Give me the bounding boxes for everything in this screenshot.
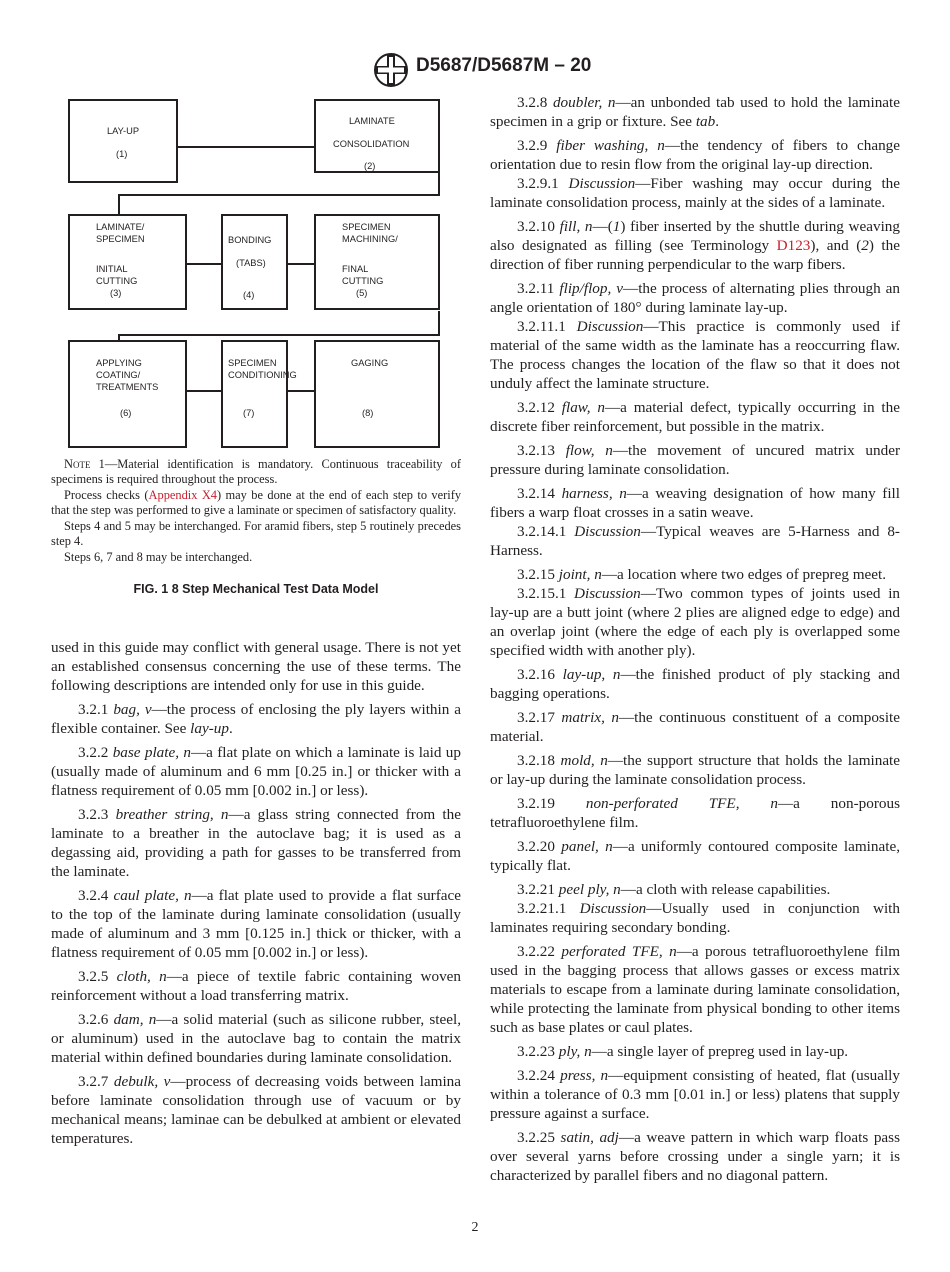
figure-caption: FIG. 1 8 Step Mechanical Test Data Model [133,582,379,596]
step-label: CONDITIONING [228,370,297,380]
connector-4-5 [286,263,316,265]
left-column [51,638,461,1153]
step-label: FINAL [342,264,369,274]
definition-caul-plate: 3.2.4 caul plate, n—a flat plate used to provide a flat surface to the top of the laminate during laminate consolidation (usually made of aluminum and 3 mm [0.125 in.] thick or thicker, with a flatness requirement of 0.05 mm [0.002 in.] or less). [51,887,462,961]
step-box-specimen-machining [314,214,440,310]
step-label: CUTTING [96,276,138,286]
step-box-lay-up [68,99,178,183]
discussion-fiber-washing: 3.2.9.1 Discussion—Fiber washing may occur during the laminate consolidation process, mainly at the sides of a laminate. [490,175,901,211]
discussion-harness: 3.2.14.1 Discussion—Typical weaves are 5-Harness and 8-Harness. [490,523,900,559]
connector-5-6-horizontal [118,334,440,336]
step-box-initial-cutting [68,214,187,310]
definition-base-plate: 3.2.2 base plate, n—a flat plate on which a laminate is laid up (usually made of aluminum and 6 mm [0.25 in.] or thicker with a flatness requirement of 0.05 mm [0.002 in.] or less). [51,744,461,799]
step-number: (7) [243,408,255,418]
step-number: (2) [364,161,376,171]
step-label: GAGING [351,358,389,368]
discussion-peel-ply: 3.2.21.1 Discussion—Usually used in conjunction with laminates requiring secondary bonding. [490,900,900,936]
definition-ply: 3.2.23 ply, n—a single layer of prepreg used in lay-up. [517,1043,849,1060]
step-box-applying-coating [68,340,187,448]
step-number: (8) [362,408,374,418]
connector-2-3-drop [118,194,120,216]
definition-bag: 3.2.1 bag, v—the process of enclosing the ply layers within a flexible container. See lay-up. [51,701,461,737]
d123-link[interactable]: D123 [776,237,811,254]
step-number: (3) [110,288,122,298]
step-label: SPECIMEN [228,358,277,368]
step-label: INITIAL [96,264,128,274]
definition-harness: 3.2.14 harness, n—a weaving designation of how many fill fibers a warp float crosses in a satin weave. [490,485,900,521]
note-steps-6-8: Steps 6, 7 and 8 may be interchanged. [64,550,253,564]
document-id: D5687/D5687M – 20 [416,55,592,76]
step-label: MACHINING/ [342,234,398,244]
connector-3-4 [186,263,223,265]
step-label: CONSOLIDATION [333,139,410,149]
connector-5-down [438,311,440,336]
step-number: (4) [243,290,255,300]
definition-non-perforated-tfe: 3.2.19 non-perforated TFE, n—a non-porous tetrafluoroethylene film. [490,795,900,831]
discussion-joint: 3.2.15.1 Discussion—Two common types of joints used in lay-up are a butt joint (where 2 plies are aligned edge to edge) and an overlap joint (where the edge of each ply is overlapped some specified width with another ply). [490,585,901,659]
definition-perforated-tfe: 3.2.22 perforated TFE, n—a porous tetrafluoroethylene film used in the bagging process that allows gasses or excess matrix materials to escape from a laminate during laminate consolidation, while protecting the laminate from physical bonding to other items such as base plates or caul plates. [490,943,901,1036]
page-number: 2 [471,1220,479,1235]
appendix-x4-link[interactable]: Appendix X4 [148,488,217,502]
definition-doubler: 3.2.8 doubler, n—an unbonded tab used to hold the laminate specimen in a grip or fixture. See tab. [490,94,900,130]
step-label: BONDING [228,235,272,245]
step-label: LAMINATE/ [96,222,145,232]
astm-logo-icon [372,52,410,88]
step-box-specimen-conditioning [221,340,297,448]
step-label: SPECIMEN [96,234,145,244]
step-label: CUTTING [342,276,384,286]
definition-matrix: 3.2.17 matrix, n—the continuous constituent of a composite material. [490,709,901,745]
definition-peel-ply: 3.2.21 peel ply, n—a cloth with release capabilities. [517,881,831,898]
definition-panel: 3.2.20 panel, n—a uniformly contoured composite laminate, typically flat. [490,838,900,874]
connector-7-8 [286,390,316,392]
step-label: TREATMENTS [96,382,159,392]
note-label: Note 1 [64,457,105,471]
step-number: (5) [356,288,368,298]
connector-1-2 [176,146,316,148]
definition-cloth: 3.2.5 cloth, n—a piece of textile fabric containing woven reinforcement without a load transferring matrix. [51,968,461,1004]
definition-lay-up: 3.2.16 lay-up, n—the finished product of ply stacking and bagging operations. [490,666,900,702]
step-label: LAY-UP [107,126,140,136]
definition-flow: 3.2.13 flow, n—the movement of uncured matrix under pressure during laminate consolidation. [490,442,900,478]
connector-2-down [438,172,440,196]
step-label: SPECIMEN [342,222,391,232]
step-box-laminate-consolidation [314,99,440,173]
discussion-flip-flop: 3.2.11.1 Discussion—This practice is commonly used if material of the same width as the laminate has a reoccurring flaw. The process changes the location of the flaw so that it does not unduly affect the laminate structure. [490,318,901,392]
definition-breather-string: 3.2.3 breather string, n—a glass string connected from the laminate to a breather in the autoclave bag; it is used as a degassing aid, providing a path for gasses to be transferred from the laminate. [51,806,461,880]
definition-debulk: 3.2.7 debulk, v—process of decreasing voids between lamina before laminate consolidation through use of vacuum or by mechanical means; laminae can be debulked at ambient or elevated temperatures. [51,1073,462,1147]
definition-dam: 3.2.6 dam, n—a solid material (such as silicone rubber, steel, or aluminum) used in the autoclave bag to contain the matrix material within defined boundaries during laminate consolidation. [51,1011,462,1066]
process-flow-diagram [66,97,446,457]
connector-6-7 [186,390,223,392]
connector-2-3-horizontal [118,194,440,196]
definition-joint: 3.2.15 joint, n—a location where two edges of prepreg meet. [517,566,887,583]
step-number: (6) [120,408,132,418]
figure-notes [51,457,461,566]
step-label: APPLYING [96,358,142,368]
definition-mold: 3.2.18 mold, n—the support structure that holds the laminate or lay-up during the laminate consolidation process. [490,752,901,788]
definition-flaw: 3.2.12 flaw, n—a material defect, typically occurring in the discrete fiber reinforcement, but possible in the matrix. [490,399,900,435]
step-number: (1) [116,149,128,159]
step-label: (TABS) [236,258,266,268]
step-label: LAMINATE [349,116,395,126]
page-header [0,52,950,88]
definition-fill: 3.2.10 fill, n—(1) fiber inserted by the shuttle during weaving also designated as filling (see Terminology D123), and (2) the direction of fiber running perpendicular to the warp fibers. [490,218,900,273]
step-box-gaging [314,340,440,448]
definition-satin: 3.2.25 satin, adj—a weave pattern in which warp floats pass over several yarns before crossing under a single yarn; it is characterized by parallel fibers and no diagonal pattern. [490,1129,900,1184]
definition-flip-flop: 3.2.11 flip/flop, v—the process of alternating plies through an angle orientation of 180° during laminate lay-up. [490,280,901,316]
paragraph-intro: used in this guide may conflict with general usage. There is not yet an established consensus concerning the use of these terms. The following descriptions are intended only for use in this guide. [51,639,461,694]
step-label: COATING/ [96,370,141,380]
definition-press: 3.2.24 press, n—equipment consisting of heated, flat (usually within a tolerance of 0.3 mm [0.01 in.] or less) platens that supply pressure against a surface. [490,1067,900,1122]
step-box-bonding [221,214,288,310]
right-column [490,93,900,1190]
note-1: Note 1—Material identification is mandatory. Continuous traceability of specimens is required throughout the process. [51,457,461,486]
note-steps-4-5: Steps 4 and 5 may be interchanged. For aramid fibers, step 5 routinely precedes step 4. [51,519,461,548]
note-process-checks: Process checks (Appendix X4) may be done at the end of each step to verify that the step was performed to give a laminate or specimen of satisfactory quality. [51,488,462,517]
definition-fiber-washing: 3.2.9 fiber washing, n—the tendency of fibers to change orientation due to resin flow from the original lay-up direction. [490,137,901,173]
